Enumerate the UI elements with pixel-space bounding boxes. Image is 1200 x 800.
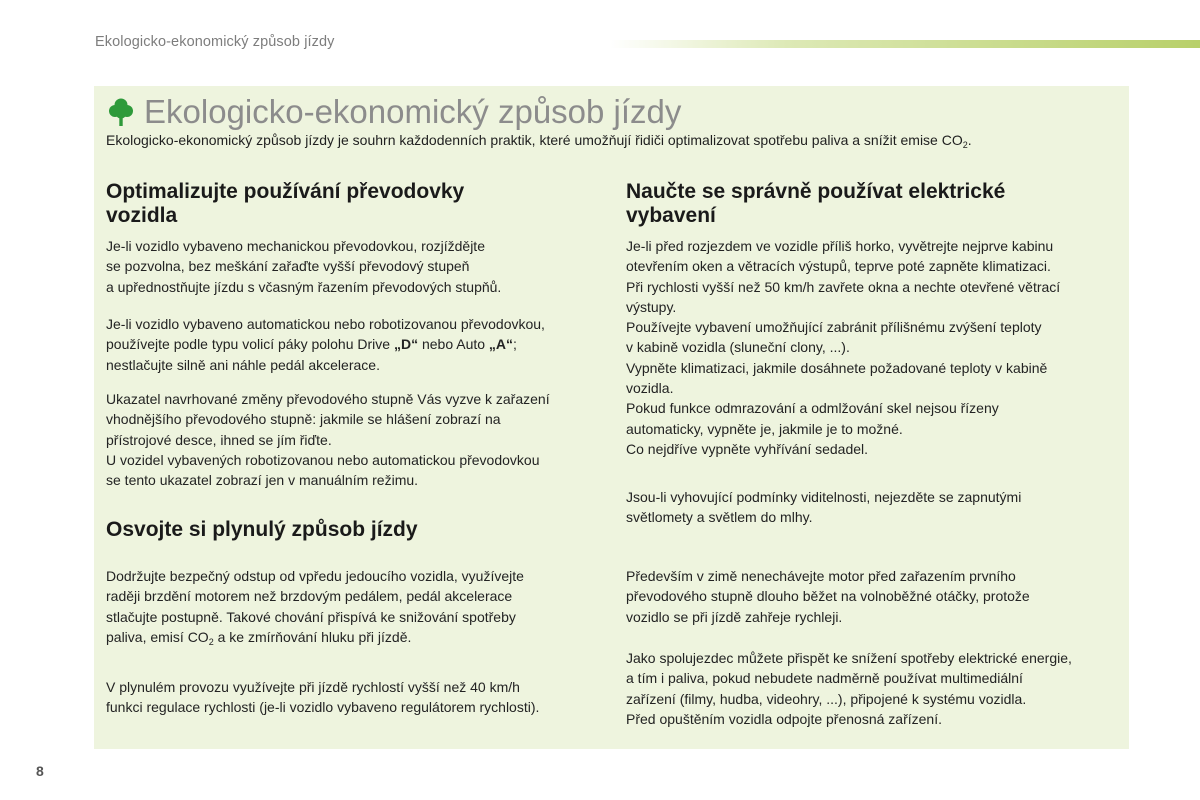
heading-gearbox: Optimalizujte používání převodovky vozidla — [106, 180, 465, 227]
paragraph-manual-gearbox: Je-li vozidlo vybaveno mechanickou převodovkou, rozjíždějte se pozvolna, bez meškání zařaďte vyšší převodový stupeň a upřednostňujte jízdu s včasným řazením převodových stupňů. — [106, 238, 502, 295]
paragraph-cruise-control: V plynulém provozu využívejte při jízdě rychlostí vyšší než 40 km/h funkci regulace rychlosti (je-li vozidlo vybaveno regulátorem rychlosti). — [106, 679, 540, 716]
paragraph-ventilation: Je-li před rozjezdem ve vozidle příliš horko, vyvětrejte nejprve kabinu otevřením oken a větracích výstupů, teprve poté zapněte klimatizaci. Při rychlosti vyšší než 50 km/h zavřete okna a nechte otevřené větrací výstupy. Používejte vybavení umožňující zabránit přílišnému zvýšení teploty v kabině vozidla (sluneční clony, ...). Vypněte klimatizaci, jakmile dosáhnete požadované teploty v kabině vozidla. Pokud funkce odmrazování a odmlžování skel nejsou řízeny automaticky, vypněte je, jakmile je to možné. Co nejdříve vypněte vyhřívání sedadel. — [626, 238, 1061, 457]
page-title — [108, 92, 681, 132]
page-title-text: Ekologicko-ekonomický způsob jízdy — [144, 93, 682, 130]
paragraph-engine-idle: Především v zimě nenechávejte motor před zařazením prvního převodového stupně dlouho běžet na volnoběžné otáčky, protože vozidlo se při jízdě zahřeje rychleji. — [626, 568, 1030, 625]
heading-electrical-equipment: Naučte se správně používat elektrické vybavení — [626, 180, 1006, 227]
running-head: Ekologicko-ekonomický způsob jízdy — [95, 34, 335, 50]
header-gradient-bar — [610, 40, 1200, 48]
paragraph-gear-indicator: Ukazatel navrhované změny převodového stupně Vás vyzve k zařazení vhodnějšího převodového stupně: jakmile se hlášení zobrazí na přístrojové desce, ihned se jím řiďte. U vozidel vybavených robotizovanou nebo automatickou převodovkou se tento ukazatel zobrazí jen v manuálním režimu. — [106, 391, 550, 489]
paragraph-safe-distance: Dodržujte bezpečný odstup od vpředu jedoucího vozidla, využívejte raději brzdění motorem než brzdovým pedálem, pedál akcelerace stlačujte postupně. Takové chování přispívá ke snižování spotřeby paliva, emisí $CO_2$ a ke zmírňování hluku při jízdě. — [106, 568, 524, 647]
tree-icon — [108, 97, 134, 127]
paragraph-automatic-gearbox: Je-li vozidlo vybaveno automatickou nebo robotizovanou převodovkou, používejte podle typu volicí páky polohu Drive „D“ nebo Auto „A“; nestlačujte silně ani náhle pedál akcelerace. — [106, 316, 545, 373]
heading-smooth-driving: Osvojte si plynulý způsob jízdy — [106, 518, 418, 541]
intro-paragraph: Ekologicko-ekonomický způsob jízdy je souhrn každodenních praktik, které umožňují řidiči optimalizovat spotřebu paliva a snížit emise $CO_2$. — [106, 132, 972, 150]
page-number: 8 — [36, 763, 44, 779]
paragraph-headlights: Jsou-li vyhovující podmínky viditelnosti, nejezděte se zapnutými světlomety a světlem do mlhy. — [626, 489, 1022, 526]
paragraph-multimedia: Jako spolujezdec můžete přispět ke snížení spotřeby elektrické energie, a tím i paliva, pokud nebudete nadměrně používat multimediální zařízení (filmy, hudba, videohry, ...), připojené k systému vozidla. Před opuštěním vozidla odpojte přenosná zařízení. — [626, 650, 1072, 727]
